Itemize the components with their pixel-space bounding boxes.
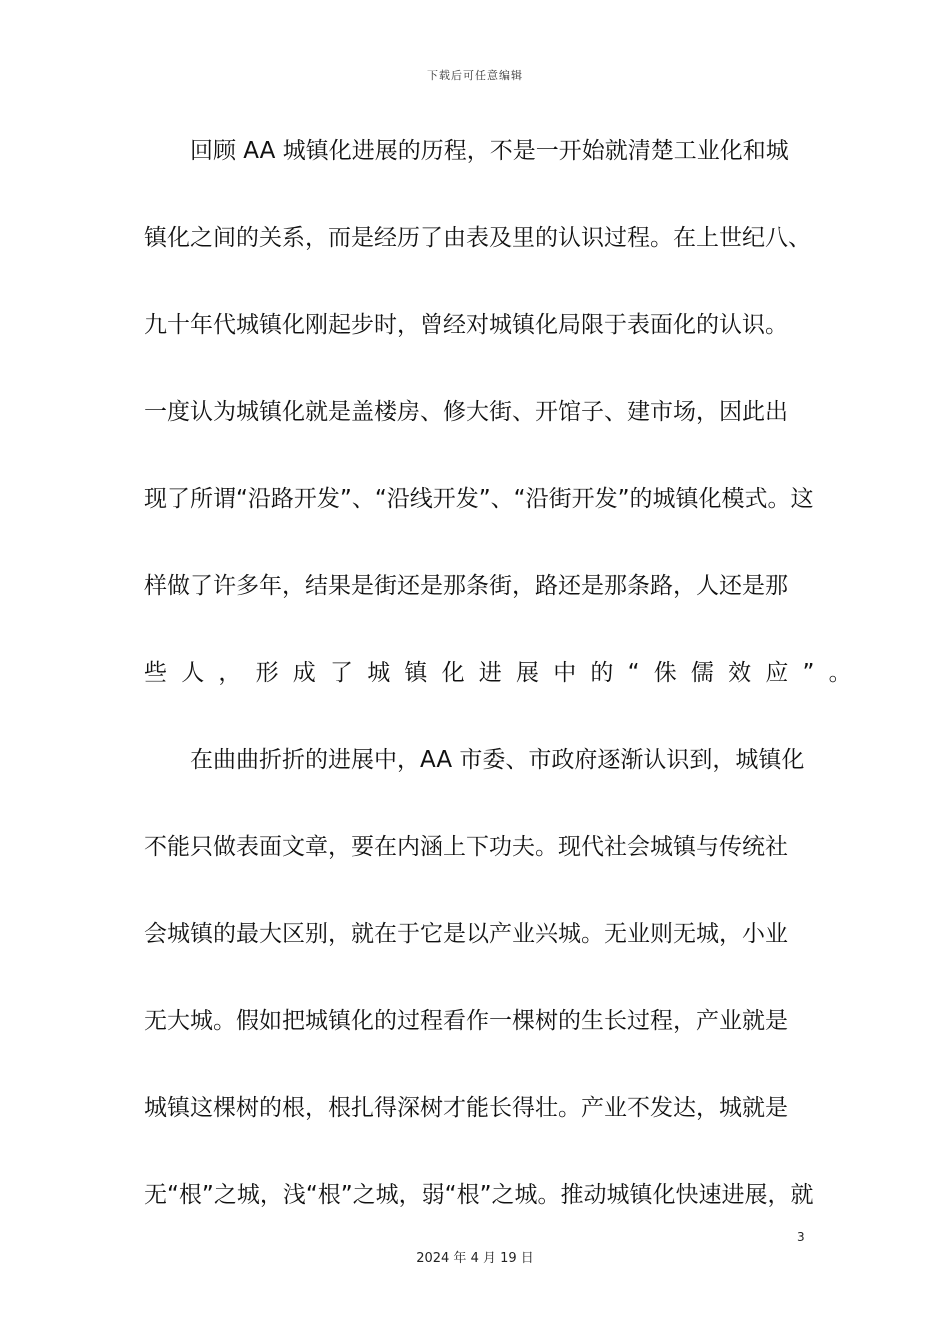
paragraph-line: 在曲曲折折的进展中，AA 市委、市政府逐渐认识到，城镇化 bbox=[190, 747, 805, 773]
paragraph-line: 会城镇的最大区别，就在于它是以产业兴城。无业则无城，小业 bbox=[144, 921, 788, 947]
paragraph-line: 样做了许多年，结果是街还是那条街，路还是那条路，人还是那 bbox=[144, 573, 788, 599]
header-note: 下载后可任意编辑 bbox=[427, 69, 523, 82]
paragraph-line: 些人，形成了城镇化进展中的“侏儒效应”。 bbox=[144, 660, 866, 686]
paragraph-line: 现了所谓“沿路开发”、“沿线开发”、“沿街开发”的城镇化模式。这 bbox=[144, 486, 814, 512]
paragraph-line: 无大城。假如把城镇化的过程看作一棵树的生长过程，产业就是 bbox=[144, 1008, 788, 1034]
paragraph-line: 一度认为城镇化就是盖楼房、修大街、开馆子、建市场，因此出 bbox=[144, 399, 788, 425]
paragraph-line: 城镇这棵树的根，根扎得深树才能长得壮。产业不发达，城就是 bbox=[144, 1095, 788, 1121]
page-number: 3 bbox=[797, 1230, 805, 1244]
paragraph-line: 无“根”之城，浅“根”之城，弱“根”之城。推动城镇化快速进展，就 bbox=[144, 1182, 814, 1208]
paragraph-line: 不能只做表面文章，要在内涵上下功夫。现代社会城镇与传统社 bbox=[144, 834, 788, 860]
paragraph-line: 回顾 AA 城镇化进展的历程，不是一开始就清楚工业化和城 bbox=[190, 138, 789, 164]
paragraph-line: 镇化之间的关系，而是经历了由表及里的认识过程。在上世纪八、 bbox=[144, 225, 811, 251]
footer-date: 2024 年 4 月 19 日 bbox=[416, 1251, 534, 1266]
paragraph-line: 九十年代城镇化刚起步时，曾经对城镇化局限于表面化的认识。 bbox=[144, 312, 788, 338]
